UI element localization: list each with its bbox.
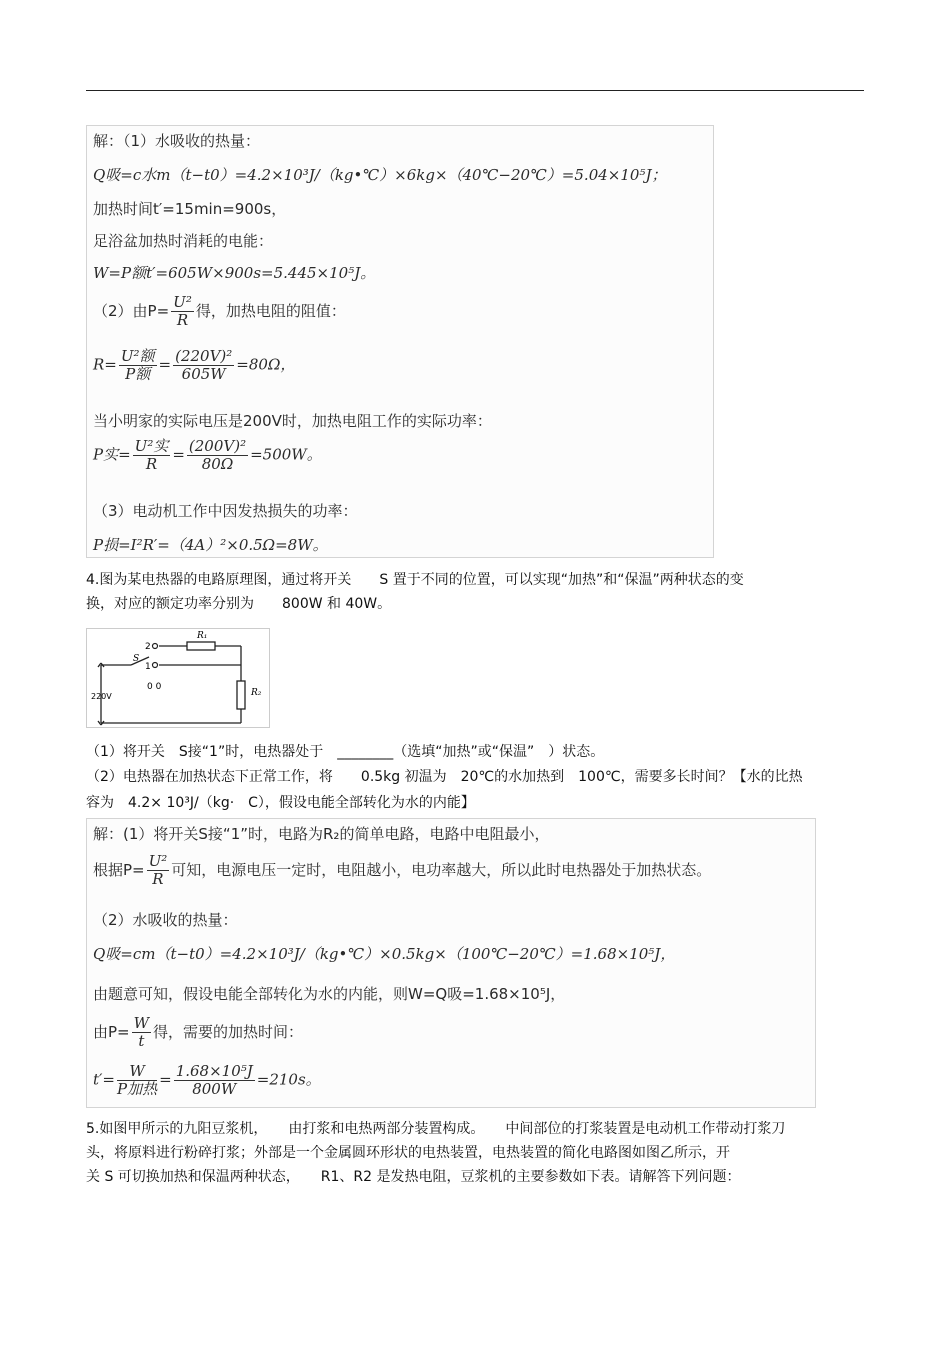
sol1-line-7 [93,348,295,383]
sol1-line-3: 加热时间t′=15min=900s， [93,200,287,218]
sol1-l7-num2: (220V)² [175,347,233,365]
solution-image-2 [86,818,816,1108]
q5-line-2: 头，将原料进行粉碎打浆；外部是一个金属圆环形状的电热装置，电热装置的简化电路图如图乙所示，开 [86,1145,730,1161]
sol2-l6-num: W [133,1014,150,1032]
sol1-l9-result: =500W。 [250,445,322,464]
sol1-line-10: （3）电动机工作中因发热损失的功率： [93,502,358,520]
sol1-l6-num: U² [173,293,192,311]
sol2-l7-num: W [117,1063,157,1081]
sol1-l9-num2: (200V)² [188,437,247,455]
sol1-l7-den: P额 [125,365,151,383]
sol1-line-9 [93,438,322,473]
sol1-l7-num: U²额 [120,347,155,365]
sol2-l7-fraction-2 [174,1063,255,1098]
sol1-l7-fraction-2 [173,348,234,383]
sol2-line-4: Q吸=cm（t−t0）=4.2×10³J/（kg•℃）×0.5kg×（100℃−20℃）=1.68×10⁵J， [93,945,676,963]
sol1-l6-den: R [176,311,189,329]
sol2-l7-fraction-1 [117,1063,157,1098]
q4-line-1: 4.图为某电热器的电路原理图，通过将开关 S 置于不同的位置，可以实现“加热”和“保温”两种状态的变 [86,572,744,588]
q5-line-1: 5.如图甲所示的九阳豆浆机， 由打浆和电热两部分装置构成。 中间部位的打浆装置是电动机工作带动打浆刀 [86,1121,786,1137]
sol1-line-1: 解：（1）水吸收的热量： [93,132,261,150]
label-voltage: 220V [91,692,112,701]
q4-sub-3: 容为 4.2× 10³J/（kg· C），假设电能全部转化为水的内能】 [86,795,475,811]
sol1-l9-fraction-2 [187,438,248,473]
sol1-line-11: P损=I²R′=（4A）²×0.5Ω=8W。 [93,536,328,554]
sol2-line-7 [93,1063,321,1098]
solution-image-1 [86,125,714,558]
sol2-l7-num2: 1.68×10⁵J [175,1062,253,1080]
sol1-l6-prefix: （2）由P= [93,302,170,320]
label-node-2: 2 [145,642,151,652]
sol2-l7-eq: = [159,1070,172,1089]
sol1-l9-den: R [145,455,158,473]
sol2-l7-prefix: t′= [93,1070,116,1089]
sol2-l2-fraction [147,853,170,888]
circuit-svg [87,629,271,729]
sol1-l9-fraction-1 [133,438,171,473]
sol1-line-6 [93,294,346,329]
sol1-l9-eq: = [172,445,185,464]
sol1-l7-eq: = [158,355,172,374]
sol1-l6-suffix: 得，加热电阻的阻值： [195,302,346,320]
q5-line-3: 关 S 可切换加热和保温两种状态， R1、R2 是发热电阻，豆浆机的主要参数如下表。请解答下列问题： [86,1169,741,1185]
sol2-l7-result: =210s。 [256,1070,321,1089]
q4-line-2: 换，对应的额定功率分别为 800W 和 40W。 [86,596,392,612]
sol2-line-2 [93,853,711,888]
sol1-l9-prefix: P实= [93,445,131,464]
label-r1: R₁ [197,631,208,641]
label-node-1: 1 [145,662,151,672]
sol1-line-5: W=P额t′=605W×900s=5.445×10⁵J。 [93,264,376,282]
sol1-line-4: 足浴盆加热时消耗的电能： [93,232,274,250]
sol1-l9-den2: 80Ω [201,455,234,473]
sol2-line-5: 由题意可知，假设电能全部转化为水的内能，则W=Q吸=1.68×10⁵J， [93,985,566,1003]
sol2-l2-prefix: 根据P= [93,861,145,879]
header-rule [86,90,864,91]
sol1-line-2: Q吸=c水m（t−t0）=4.2×10³J/（kg•℃）×6kg×（40℃−20℃）=5.04×10⁵J； [93,166,667,184]
sol1-l7-result: =80Ω， [236,355,296,374]
sol2-l7-den2: 800W [192,1080,237,1098]
sol2-l6-den: t [138,1032,145,1050]
sol2-l2-suffix: 可知，电源电压一定时，电阻越小，电功率越大，所以此时电热器处于加热状态。 [171,861,712,879]
sol2-line-6 [93,1015,303,1050]
label-switch: S [133,654,140,664]
sol2-l7-den: P加热 [117,1080,158,1098]
sol2-l2-num: U² [148,852,168,870]
sol1-l7-prefix: R= [93,355,117,374]
sol2-line-1: 解：(1）将开关S接“1”时，电路为R₂的简单电路，电路中电阻最小， [93,825,550,843]
sol2-l6-fraction [132,1015,151,1050]
sol1-line-8: 当小明家的实际电压是200V时，加热电阻工作的实际功率： [93,412,492,430]
sol1-l9-num: U²实 [134,437,169,455]
sol1-l6-fraction [171,294,194,329]
q4-sub-2: （2）电热器在加热状态下正常工作，将 0.5kg 初温为 20℃的水加热到 100℃，需要多长时间？【水的比热 [86,769,803,785]
sol2-l6-prefix: 由P= [93,1023,130,1041]
q4-sub-1: （1）将开关 S接“1”时，电热器处于 ________（选填“加热”或“保温” ）状态。 [86,744,605,760]
sol1-l7-fraction-1 [119,348,157,383]
sol2-line-3: （2）水吸收的热量： [93,911,238,929]
label-r2: R₂ [251,688,262,698]
sol2-l2-den: R [152,870,164,888]
circuit-diagram [86,628,270,728]
sol2-l6-suffix: 得，需要的加热时间： [153,1023,304,1041]
sol1-l7-den2: 605W [181,365,226,383]
label-node-0: 0 0 [147,682,162,692]
